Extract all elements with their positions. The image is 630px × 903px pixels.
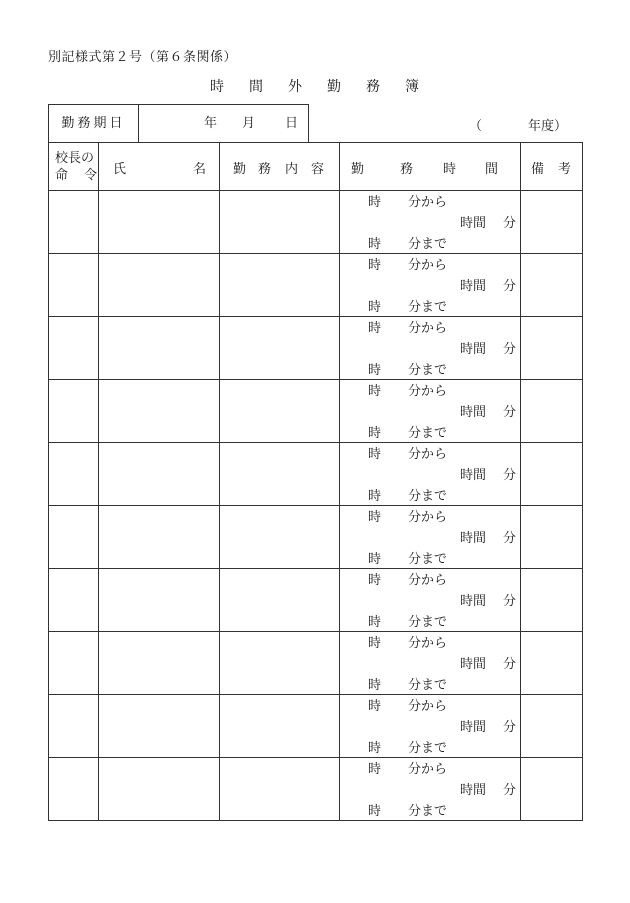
order-cell[interactable] (49, 695, 99, 758)
fiscal-year-open-paren: （ (469, 119, 483, 134)
time-cell (340, 695, 521, 758)
time-dur-hour-label: 時間 (460, 720, 487, 735)
table-header-row (49, 143, 583, 191)
header-time-0: 勤 (351, 162, 365, 177)
time-dur-hour-label: 時間 (460, 783, 487, 798)
time-dur-hour-label: 時間 (460, 279, 487, 294)
time-start-hour-label: 時 (368, 447, 382, 462)
time-end-min-label: 分まで (408, 741, 448, 756)
time-dur-hour-label: 時間 (460, 531, 487, 546)
name-cell[interactable] (99, 191, 220, 254)
time-end-min-label: 分まで (408, 678, 448, 693)
name-cell[interactable] (99, 758, 220, 821)
header-name-a: 氏 (113, 162, 127, 177)
order-cell[interactable] (49, 317, 99, 380)
time-end-min-label: 分まで (408, 552, 448, 567)
header-content-1: 務 (258, 162, 272, 177)
time-start-min-label: 分から (408, 195, 448, 210)
order-cell[interactable] (49, 443, 99, 506)
time-end-hour-label: 時 (368, 552, 382, 567)
time-start-min-label: 分から (408, 510, 448, 525)
content-cell[interactable] (220, 758, 340, 821)
order-cell[interactable] (49, 380, 99, 443)
time-dur-hour-label: 時間 (460, 468, 487, 483)
time-end-hour-label: 時 (368, 741, 382, 756)
table-row (49, 506, 583, 569)
time-start-min-label: 分から (408, 762, 448, 777)
header-name-b: 名 (193, 162, 207, 177)
time-start-min-label: 分から (408, 699, 448, 714)
time-start-min-label: 分から (408, 321, 448, 336)
document-title (48, 76, 582, 96)
time-cell (340, 443, 521, 506)
content-cell[interactable] (220, 443, 340, 506)
time-dur-min-label: 分 (503, 216, 517, 231)
time-end-min-label: 分まで (408, 237, 448, 252)
time-dur-min-label: 分 (503, 531, 517, 546)
time-cell (340, 569, 521, 632)
name-cell[interactable] (99, 443, 220, 506)
time-cell (340, 317, 521, 380)
time-start-min-label: 分から (408, 636, 448, 651)
work-period-label: 勤務期日 (49, 105, 139, 142)
remarks-cell[interactable] (521, 569, 583, 632)
table-row (49, 758, 583, 821)
remarks-cell[interactable] (521, 443, 583, 506)
table-row (49, 317, 583, 380)
content-cell[interactable] (220, 632, 340, 695)
name-cell[interactable] (99, 254, 220, 317)
time-cell (340, 506, 521, 569)
header-content-2: 内 (285, 162, 299, 177)
content-cell[interactable] (220, 695, 340, 758)
title-char: 外 (288, 79, 303, 95)
time-dur-min-label: 分 (503, 405, 517, 420)
order-cell[interactable] (49, 254, 99, 317)
name-cell[interactable] (99, 695, 220, 758)
fiscal-year-label: 年度） (528, 119, 568, 134)
remarks-cell[interactable] (521, 191, 583, 254)
time-dur-min-label: 分 (503, 279, 517, 294)
order-cell[interactable] (49, 506, 99, 569)
time-end-hour-label: 時 (368, 300, 382, 315)
table-row (49, 632, 583, 695)
header-principal-order (49, 143, 99, 191)
time-end-min-label: 分まで (408, 489, 448, 504)
time-end-min-label: 分まで (408, 804, 448, 819)
time-dur-hour-label: 時間 (460, 594, 487, 609)
overtime-table (48, 142, 583, 821)
time-start-hour-label: 時 (368, 762, 382, 777)
time-end-min-label: 分まで (408, 426, 448, 441)
content-cell[interactable] (220, 569, 340, 632)
table-row (49, 254, 583, 317)
time-end-hour-label: 時 (368, 678, 382, 693)
header-remarks (521, 143, 583, 191)
time-dur-min-label: 分 (503, 342, 517, 357)
title-char: 務 (366, 79, 381, 95)
header-work-time (340, 143, 521, 191)
header-work-content (220, 143, 340, 191)
remarks-cell[interactable] (521, 380, 583, 443)
header-time-1: 務 (400, 162, 414, 177)
header-name (99, 143, 220, 191)
time-dur-min-label: 分 (503, 468, 517, 483)
time-dur-min-label: 分 (503, 594, 517, 609)
header-time-3: 間 (485, 162, 499, 177)
time-cell (340, 632, 521, 695)
header-remarks-0: 備 (531, 162, 545, 177)
header-order-line1: 校長の (55, 150, 95, 166)
order-cell[interactable] (49, 191, 99, 254)
time-dur-min-label: 分 (503, 783, 517, 798)
content-cell[interactable] (220, 191, 340, 254)
title-char: 時 (210, 79, 225, 95)
title-char: 間 (249, 79, 264, 95)
time-dur-hour-label: 時間 (460, 216, 487, 231)
time-end-hour-label: 時 (368, 237, 382, 252)
header-order-line2a: 命 (55, 167, 69, 183)
remarks-cell[interactable] (521, 506, 583, 569)
month-label: 月 (242, 116, 256, 131)
content-cell[interactable] (220, 506, 340, 569)
header-content-3: 容 (311, 162, 325, 177)
time-start-hour-label: 時 (368, 699, 382, 714)
time-end-hour-label: 時 (368, 426, 382, 441)
header-time-2: 時 (443, 162, 457, 177)
time-start-hour-label: 時 (368, 573, 382, 588)
form-label: 別記様式第２号（第６条関係） (48, 50, 238, 65)
table-body (49, 191, 583, 821)
content-cell[interactable] (220, 317, 340, 380)
order-cell[interactable] (49, 632, 99, 695)
table-row (49, 191, 583, 254)
remarks-cell[interactable] (521, 758, 583, 821)
content-cell[interactable] (220, 254, 340, 317)
year-label: 年 (204, 116, 218, 131)
name-cell[interactable] (99, 380, 220, 443)
time-end-hour-label: 時 (368, 615, 382, 630)
day-label: 日 (285, 116, 299, 131)
time-dur-hour-label: 時間 (460, 342, 487, 357)
time-start-min-label: 分から (408, 258, 448, 273)
remarks-cell[interactable] (521, 695, 583, 758)
time-start-min-label: 分から (408, 384, 448, 399)
time-end-hour-label: 時 (368, 363, 382, 378)
name-cell[interactable] (99, 317, 220, 380)
header-content-0: 勤 (233, 162, 247, 177)
table-row (49, 695, 583, 758)
order-cell[interactable] (49, 569, 99, 632)
time-dur-hour-label: 時間 (460, 405, 487, 420)
time-cell (340, 380, 521, 443)
header-order-line2b: 令 (84, 167, 98, 183)
table-row (49, 443, 583, 506)
remarks-cell[interactable] (521, 632, 583, 695)
time-end-min-label: 分まで (408, 300, 448, 315)
title-char: 勤 (327, 79, 342, 95)
time-dur-min-label: 分 (503, 720, 517, 735)
time-dur-hour-label: 時間 (460, 657, 487, 672)
time-cell (340, 758, 521, 821)
order-cell[interactable] (49, 758, 99, 821)
time-dur-min-label: 分 (503, 657, 517, 672)
time-start-hour-label: 時 (368, 321, 382, 336)
time-start-hour-label: 時 (368, 258, 382, 273)
header-remarks-1: 考 (558, 162, 572, 177)
time-end-hour-label: 時 (368, 804, 382, 819)
work-period-box (48, 104, 309, 142)
name-cell[interactable] (99, 569, 220, 632)
remarks-cell[interactable] (521, 317, 583, 380)
time-start-hour-label: 時 (368, 384, 382, 399)
time-end-min-label: 分まで (408, 363, 448, 378)
table-row (49, 569, 583, 632)
name-cell[interactable] (99, 632, 220, 695)
content-cell[interactable] (220, 380, 340, 443)
title-char: 簿 (405, 79, 420, 95)
time-start-hour-label: 時 (368, 195, 382, 210)
name-cell[interactable] (99, 506, 220, 569)
time-start-hour-label: 時 (368, 636, 382, 651)
table-row (49, 380, 583, 443)
time-start-min-label: 分から (408, 447, 448, 462)
time-cell (340, 191, 521, 254)
time-start-hour-label: 時 (368, 510, 382, 525)
time-end-hour-label: 時 (368, 489, 382, 504)
time-start-min-label: 分から (408, 573, 448, 588)
time-cell (340, 254, 521, 317)
remarks-cell[interactable] (521, 254, 583, 317)
time-end-min-label: 分まで (408, 615, 448, 630)
